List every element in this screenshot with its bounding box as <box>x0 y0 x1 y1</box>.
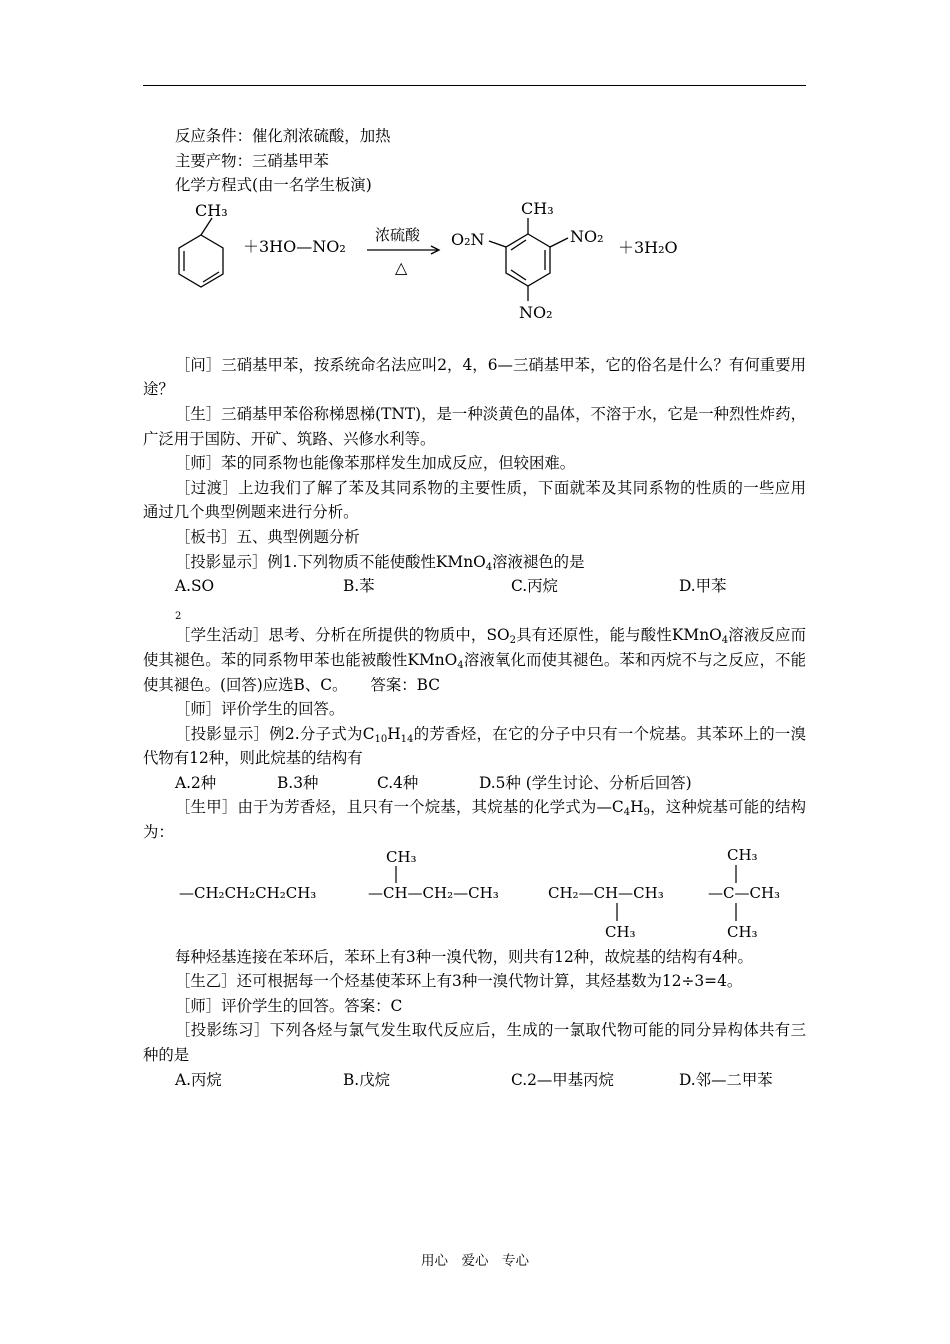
reaction-condition: 反应条件：催化剂浓硫酸，加热 <box>175 127 391 145</box>
transition: ［过渡］上边我们了解了苯及其同系物的主要性质，下面就苯及其同系物的性质的一些应用通过几个典型例题来进行分析。 <box>143 478 806 522</box>
equation-intro: 化学方程式(由一名学生板演) <box>175 176 372 195</box>
alkyl-2: —CH—CH₂—CH₃ <box>368 883 499 902</box>
practice-question: ［投影练习］下列各烃与氯气发生取代反应后，生成的一氯取代物可能的同分异构体共有三种的是 <box>143 1021 806 1065</box>
tnt-ch3: CH₃ <box>521 198 554 218</box>
alkyl-4-top: CH₃ <box>727 845 758 864</box>
tnt-o2n: O₂N <box>451 229 485 249</box>
choice-c: C.丙烷 <box>511 577 558 596</box>
alkyl-3: CH₂—CH—CH₃ <box>548 883 664 902</box>
water-product: ＋3H₂O <box>618 237 678 257</box>
practice-choices <box>143 1068 806 1093</box>
teacher-evaluate-1: ［师］评价学生的回答。 <box>175 700 345 719</box>
toluene-ch3: CH₃ <box>195 200 228 220</box>
arrow-catalyst: 浓硫酸 <box>375 225 421 244</box>
choice-d: D.5种 (学生讨论、分析后回答) <box>479 773 692 792</box>
butyl-structures <box>143 845 806 945</box>
alkyl-2-top: CH₃ <box>386 847 417 866</box>
reagent: ＋3HO—NO₂ <box>243 236 346 256</box>
choice-b: B.3种 <box>277 773 319 792</box>
question-tnt: ［问］三硝基甲苯，按系统命名法应叫2，4，6—三硝基甲苯，它的俗名是什么？有何重要用途？ <box>143 355 806 399</box>
alkyl-4-bottom: CH₃ <box>727 922 758 941</box>
choice-b: B.苯 <box>343 577 375 596</box>
example-1: ［投影显示］例1.下列物质不能使酸性KMnO$_4$溶液褪色的是 <box>175 552 585 573</box>
teacher-evaluate-2: ［师］评价学生的回答。答案：C <box>175 996 403 1015</box>
alkyl-3-bottom: CH₃ <box>605 922 636 941</box>
student-b-answer: ［生乙］还可根据每一个烃基使苯环上有3种一溴代物计算，其烃基数为12÷3=4。 <box>175 972 743 991</box>
teacher-addition: ［师］苯的同系物也能像苯那样发生加成反应，但较困难。 <box>175 454 576 473</box>
document-body <box>143 124 806 1092</box>
alkyl-4: —C—CH₃ <box>708 883 781 902</box>
conclusion: 每种烃基连接在苯环后，苯环上有3种一溴代物，则共有12种，故烷基的结构有4种。 <box>175 947 753 966</box>
arrow-heat: △ <box>395 257 408 277</box>
tnt-no2-bottom: NO₂ <box>519 302 553 322</box>
alkyl-1: —CH₂CH₂CH₂CH₃ <box>179 883 317 902</box>
choice-a: $A.SO_2$ <box>175 577 215 622</box>
nitration-equation <box>143 198 806 353</box>
page-footer: 用心 爱心 专心 <box>421 1253 529 1269</box>
choice-a: A.2种 <box>175 773 217 792</box>
example-1-choices <box>143 574 806 623</box>
board-heading: ［板书］五、典型例题分析 <box>175 527 360 546</box>
choice-c: C.4种 <box>377 773 419 792</box>
example-2: ［投影显示］例2.分子式为$C_{10}H_{14}$的芳香烃，在它的分子中只有一个烷基。其苯环上的一溴代物有12种，则此烷基的结构有 <box>143 724 806 768</box>
header-rule <box>143 85 806 86</box>
example-2-choices <box>143 771 806 796</box>
student-activity: ［学生活动］思考、分析在所提供的物质中，$SO_2$具有还原性，能与酸性KMnO$_4$溶液反应而使其褪色。苯的同系物甲苯也能被酸性KMnO$_4$溶液氧化而使其褪色。苯和丙烷不与之反应，不能使其褪色。(回答)应选B、C。 答案：BC <box>143 626 806 694</box>
choice-b: B.戊烷 <box>343 1070 390 1089</box>
choice-d: D.邻—二甲苯 <box>679 1070 773 1089</box>
choice-c: C.2—甲基丙烷 <box>511 1070 614 1089</box>
choice-a: A.丙烷 <box>175 1070 222 1089</box>
choice-d: D.甲苯 <box>679 577 727 596</box>
student-a-answer: ［生甲］由于为芳香烃，且只有一个烷基，其烷基的化学式为$—C_4H_9$，这种烷基可能的结构为： <box>143 798 806 842</box>
tnt-no2-right: NO₂ <box>570 226 604 246</box>
main-product: 主要产物：三硝基甲苯 <box>175 151 329 170</box>
student-answer-tnt: ［生］三硝基甲苯俗称梯恩梯(TNT)，是一种淡黄色的晶体，不溶于水，它是一种烈性炸药，广泛用于国防、开矿、筑路、兴修水利等。 <box>143 404 806 448</box>
